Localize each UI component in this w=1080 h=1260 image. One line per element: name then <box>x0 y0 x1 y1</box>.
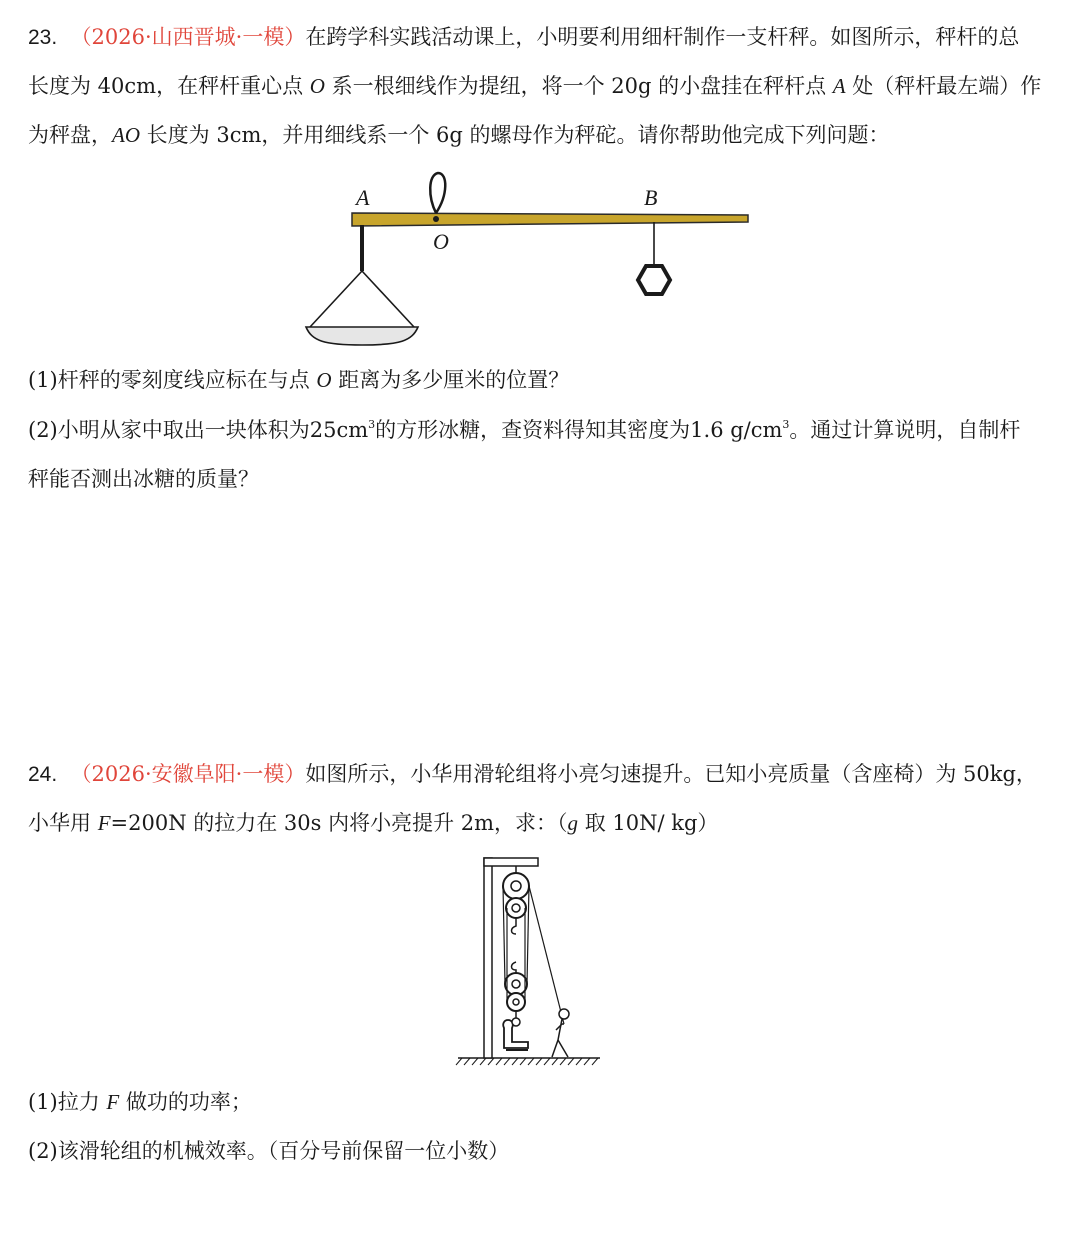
q24-text-1: 如图所示，小华用滑轮组将小亮匀速提升。已知小亮质量（含座椅）为 50kg， <box>305 762 1037 786</box>
steelyard-figure <box>290 165 770 355</box>
q23-line-3 <box>28 120 890 150</box>
q23-line-2 <box>28 71 1041 101</box>
var-g: g <box>567 811 579 835</box>
q24-text-2b: =200N 的拉力在 30s 内将小亮提升 2m，求：（ <box>110 811 568 835</box>
steelyard-beam <box>352 213 748 226</box>
q23-sub-2 <box>28 415 1020 445</box>
q23-text-2b: 系一根细线作为提纽，将一个 20g 的小盘挂在秤杆点 <box>324 74 833 98</box>
puller-body <box>552 1019 568 1057</box>
q23-sub-1 <box>28 365 569 395</box>
ground-hatch <box>456 1058 598 1065</box>
q23-sub2-c: 。通过计算说明，自制杆 <box>789 418 1021 442</box>
volume-value: 25cm <box>309 418 369 442</box>
q24-sub-1 <box>28 1087 252 1117</box>
label-O: O <box>433 229 449 254</box>
var-AO: AO <box>112 123 140 147</box>
pivot-point-O <box>433 216 439 222</box>
q24-line-2 <box>28 808 718 838</box>
q23-sub1-b: 距离为多少厘米的位置？ <box>331 368 570 392</box>
density-exponent: 3 <box>782 418 790 431</box>
q24-source: （2026·安徽阜阳·一模） <box>70 762 306 786</box>
q24-line-1 <box>28 759 1037 790</box>
var-A: A <box>832 74 846 98</box>
q24-text-2c: 取 10N/ kg） <box>578 811 719 835</box>
pan-string-left <box>310 271 362 327</box>
q23-text-2c: 处（秤杆最左端）作 <box>845 74 1042 98</box>
q23-number: 23. <box>28 26 58 49</box>
q23-sub1-a: (1)杆秤的零刻度线应标在与点 <box>28 368 317 392</box>
hook-top <box>512 918 517 934</box>
q23-sub2-line2: 秤能否测出冰糖的质量？ <box>28 467 259 491</box>
label-B: B <box>644 185 658 210</box>
nut-weight <box>638 266 670 294</box>
puller-head <box>559 1009 569 1019</box>
q23-text-3b: 长度为 3cm，并用细线系一个 6g 的螺母作为秤砣。请你帮助他完成下列问题： <box>140 123 890 147</box>
volume-exponent: 3 <box>368 418 376 431</box>
q24-number: 24. <box>28 763 58 786</box>
q23-sub2-b: 的方形冰糖，查资料得知其密度为 <box>375 418 691 442</box>
seated-person-head <box>512 1018 520 1026</box>
q24-sub1-b: 做功的功率； <box>119 1090 252 1114</box>
label-A: A <box>356 185 370 210</box>
q23-source: （2026·山西晋城·一模） <box>70 25 306 49</box>
q23-text-2a: 长度为 40cm，在秤杆重心点 <box>28 74 310 98</box>
q24-text-2a: 小华用 <box>28 811 98 835</box>
var-O: O <box>309 74 325 98</box>
frame-beam <box>484 858 538 866</box>
q24-sub1-a: (1)拉力 <box>28 1090 107 1114</box>
q23-sub-2-line-2 <box>28 464 259 494</box>
q23-sub2-a: (2)小明从家中取出一块体积为 <box>28 418 310 442</box>
q24-sub2: (2)该滑轮组的机械效率。（百分号前保留一位小数） <box>28 1139 510 1163</box>
lifting-loop <box>430 173 445 213</box>
var-F: F <box>97 811 111 835</box>
var-O-2: O <box>316 368 332 392</box>
q23-line-1 <box>28 22 1019 53</box>
q24-sub-2 <box>28 1136 509 1166</box>
q23-text-1: 在跨学科实践活动课上，小明要利用细杆制作一支杆秤。如图所示，秤杆的总 <box>305 25 1020 49</box>
pulley-figure <box>452 852 604 1068</box>
scale-pan <box>306 327 418 345</box>
var-F-2: F <box>106 1090 120 1114</box>
density-value: 1.6 g/cm <box>690 418 783 442</box>
q23-text-3a: 为秤盘， <box>28 123 112 147</box>
frame-post <box>484 858 492 1058</box>
pan-string-right <box>362 271 414 327</box>
